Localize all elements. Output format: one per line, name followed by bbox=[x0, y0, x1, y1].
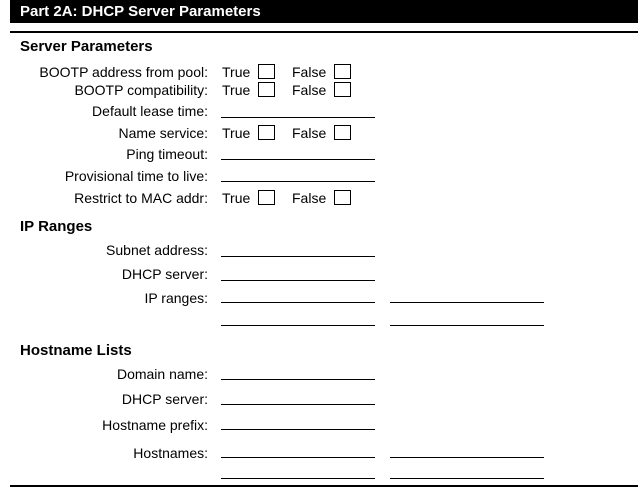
name-service-label: Name service: bbox=[118, 125, 208, 141]
subnet-label: Subnet address: bbox=[106, 242, 208, 258]
prov-ttl-label: Provisional time to live: bbox=[64, 168, 208, 184]
bootp-pool-true-checkbox[interactable] bbox=[258, 64, 275, 79]
bootp-compat-true-checkbox[interactable] bbox=[258, 82, 275, 97]
restrict-mac-label: Restrict to MAC addr: bbox=[74, 190, 208, 206]
restrict-mac-true-checkbox[interactable] bbox=[258, 190, 275, 205]
ip-dhcp-server-label: DHCP server: bbox=[121, 266, 208, 282]
host-dhcp-server-row bbox=[0, 390, 640, 408]
section-title-server-parameters: Server Parameters bbox=[20, 38, 153, 55]
lease-time-field[interactable] bbox=[221, 117, 375, 118]
hostnames-label: Hostnames: bbox=[133, 445, 208, 461]
domain-label: Domain name: bbox=[116, 366, 208, 382]
ip-ranges-label: IP ranges: bbox=[144, 290, 208, 306]
hostname-field-4[interactable] bbox=[390, 478, 544, 479]
ip-dhcp-server-field[interactable] bbox=[221, 280, 375, 281]
restrict-mac-false-checkbox[interactable] bbox=[334, 190, 351, 205]
ip-range-field-2[interactable] bbox=[390, 302, 544, 303]
ip-range-field-4[interactable] bbox=[390, 325, 544, 326]
prefix-row bbox=[0, 416, 640, 434]
restrict-mac-true-label: True bbox=[222, 190, 251, 206]
bootp-pool-true-label: True bbox=[222, 64, 251, 80]
bootp-pool-label: BOOTP address from pool: bbox=[39, 64, 208, 80]
domain-row bbox=[0, 365, 640, 383]
name-service-true-label: True bbox=[222, 125, 251, 141]
bootp-compat-true-label: True bbox=[222, 82, 251, 98]
bottom-divider bbox=[10, 485, 638, 487]
form-title: Part 2A: DHCP Server Parameters bbox=[20, 3, 261, 20]
prov-ttl-field[interactable] bbox=[221, 181, 375, 182]
name-service-false-label: False bbox=[292, 125, 327, 141]
host-dhcp-server-label: DHCP server: bbox=[121, 391, 208, 407]
bootp-compat-label: BOOTP compatibility: bbox=[74, 82, 208, 98]
bootp-compat-false-label: False bbox=[292, 82, 327, 98]
bootp-compat-false-checkbox[interactable] bbox=[334, 82, 351, 97]
restrict-mac-row bbox=[0, 189, 640, 207]
prov-ttl-row bbox=[0, 167, 640, 185]
name-service-row bbox=[0, 124, 640, 142]
hostname-field-3[interactable] bbox=[221, 478, 375, 479]
hostname-field-1[interactable] bbox=[221, 457, 375, 458]
lease-time-label: Default lease time: bbox=[92, 103, 208, 119]
ip-range-field-1[interactable] bbox=[221, 302, 375, 303]
section-title-hostname-lists: Hostname Lists bbox=[20, 342, 132, 359]
name-service-true-checkbox[interactable] bbox=[258, 125, 275, 140]
prefix-label: Hostname prefix: bbox=[102, 417, 208, 433]
section-title-ip-ranges: IP Ranges bbox=[20, 218, 93, 235]
hostname-field-2[interactable] bbox=[390, 457, 544, 458]
ping-timeout-label: Ping timeout: bbox=[126, 146, 208, 162]
subnet-field[interactable] bbox=[221, 256, 375, 257]
ping-timeout-field[interactable] bbox=[221, 159, 375, 160]
restrict-mac-false-label: False bbox=[292, 190, 327, 206]
top-divider bbox=[10, 31, 638, 33]
bootp-compat-row bbox=[0, 81, 640, 99]
domain-field[interactable] bbox=[221, 379, 375, 380]
prefix-field[interactable] bbox=[221, 429, 375, 430]
ping-timeout-row bbox=[0, 145, 640, 163]
bootp-pool-false-label: False bbox=[292, 64, 327, 80]
hostnames-row bbox=[0, 444, 640, 462]
bootp-pool-row bbox=[0, 63, 640, 81]
ip-range-field-3[interactable] bbox=[221, 325, 375, 326]
bootp-pool-false-checkbox[interactable] bbox=[334, 64, 351, 79]
host-dhcp-server-field[interactable] bbox=[221, 404, 375, 405]
ip-ranges-row bbox=[0, 289, 640, 307]
name-service-false-checkbox[interactable] bbox=[334, 125, 351, 140]
form-header bbox=[10, 0, 638, 23]
